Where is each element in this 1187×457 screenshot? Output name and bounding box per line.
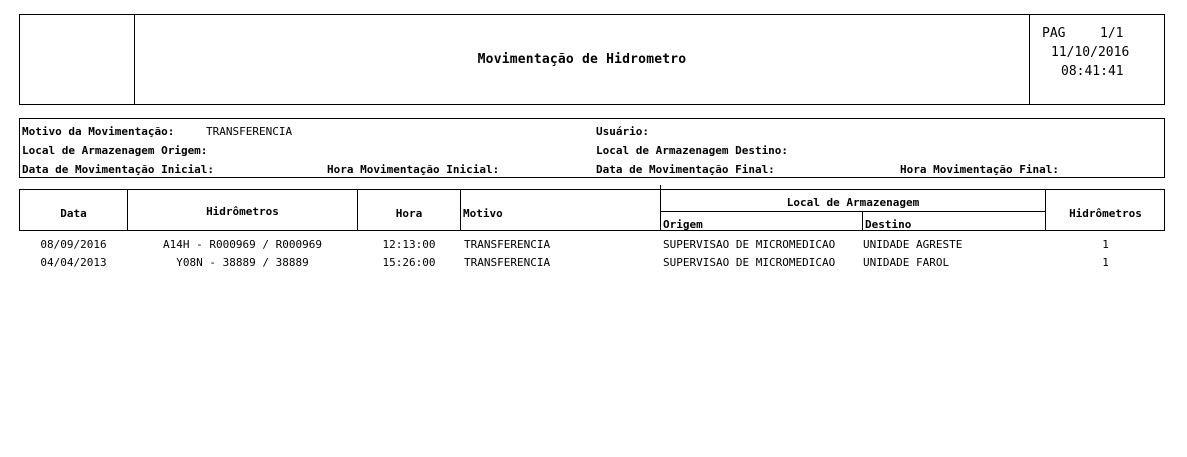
local-origem-label: Local de Armazenagem Origem: — [22, 144, 208, 157]
col-divider — [460, 189, 461, 231]
column-header-origem: Origem — [663, 218, 703, 231]
cell-destino: UNIDADE AGRESTE — [863, 238, 963, 251]
data-final-label: Data de Movimentação Final: — [596, 163, 775, 176]
report-time: 08:41:41 — [1061, 64, 1124, 79]
cell-data: 04/04/2013 — [40, 256, 107, 269]
column-header-quantidade: Hidrômetros — [1069, 207, 1142, 220]
report-date: 11/10/2016 — [1051, 45, 1130, 60]
cell-origem: SUPERVISAO DE MICROMEDICAO — [663, 238, 836, 251]
motivo-value: TRANSFERENCIA — [206, 125, 293, 138]
cell-quantidade: 1 — [1102, 256, 1109, 269]
cell-motivo: TRANSFERENCIA — [464, 256, 551, 269]
column-header-hidrometros: Hidrômetros — [206, 205, 279, 218]
column-header-destino: Destino — [865, 218, 912, 231]
column-header-motivo: Motivo — [463, 207, 503, 220]
cell-destino: UNIDADE FAROL — [863, 256, 950, 269]
data-inicial-label: Data de Movimentação Inicial: — [22, 163, 215, 176]
page-info — [1030, 24, 1165, 81]
cell-hora: 15:26:00 — [382, 256, 436, 269]
cell-hidrometro: A14H - R000969 / R000969 — [163, 238, 322, 251]
report-title — [135, 14, 1029, 105]
report-title-text: Movimentação de Hidrometro — [477, 52, 687, 67]
page-number-line — [1030, 24, 1165, 43]
cell-motivo: TRANSFERENCIA — [464, 238, 551, 251]
table-row — [20, 255, 1165, 273]
group-underline — [660, 211, 1045, 212]
table-row — [20, 237, 1165, 255]
cell-quantidade: 1 — [1102, 238, 1109, 251]
column-header-data: Data — [60, 207, 87, 220]
hora-inicial-label: Hora Movimentação Inicial: — [327, 163, 500, 176]
column-header-hora: Hora — [395, 207, 423, 220]
cell-origem: SUPERVISAO DE MICROMEDICAO — [663, 256, 836, 269]
page-number: 1/1 — [1100, 26, 1124, 41]
hora-final-label: Hora Movimentação Final: — [900, 163, 1059, 176]
logo-area — [20, 15, 134, 104]
cell-data: 08/09/2016 — [40, 238, 107, 251]
page-label: PAG — [1042, 26, 1066, 41]
column-header-local: Local de Armazenagem — [786, 196, 920, 209]
local-destino-label: Local de Armazenagem Destino: — [596, 144, 789, 157]
col-divider — [862, 212, 863, 231]
motivo-label: Motivo da Movimentação: — [22, 125, 175, 138]
cell-hora: 12:13:00 — [382, 238, 436, 251]
cell-hidrometro: Y08N - 38889 / 38889 — [176, 256, 309, 269]
usuario-label: Usuário: — [596, 125, 649, 138]
